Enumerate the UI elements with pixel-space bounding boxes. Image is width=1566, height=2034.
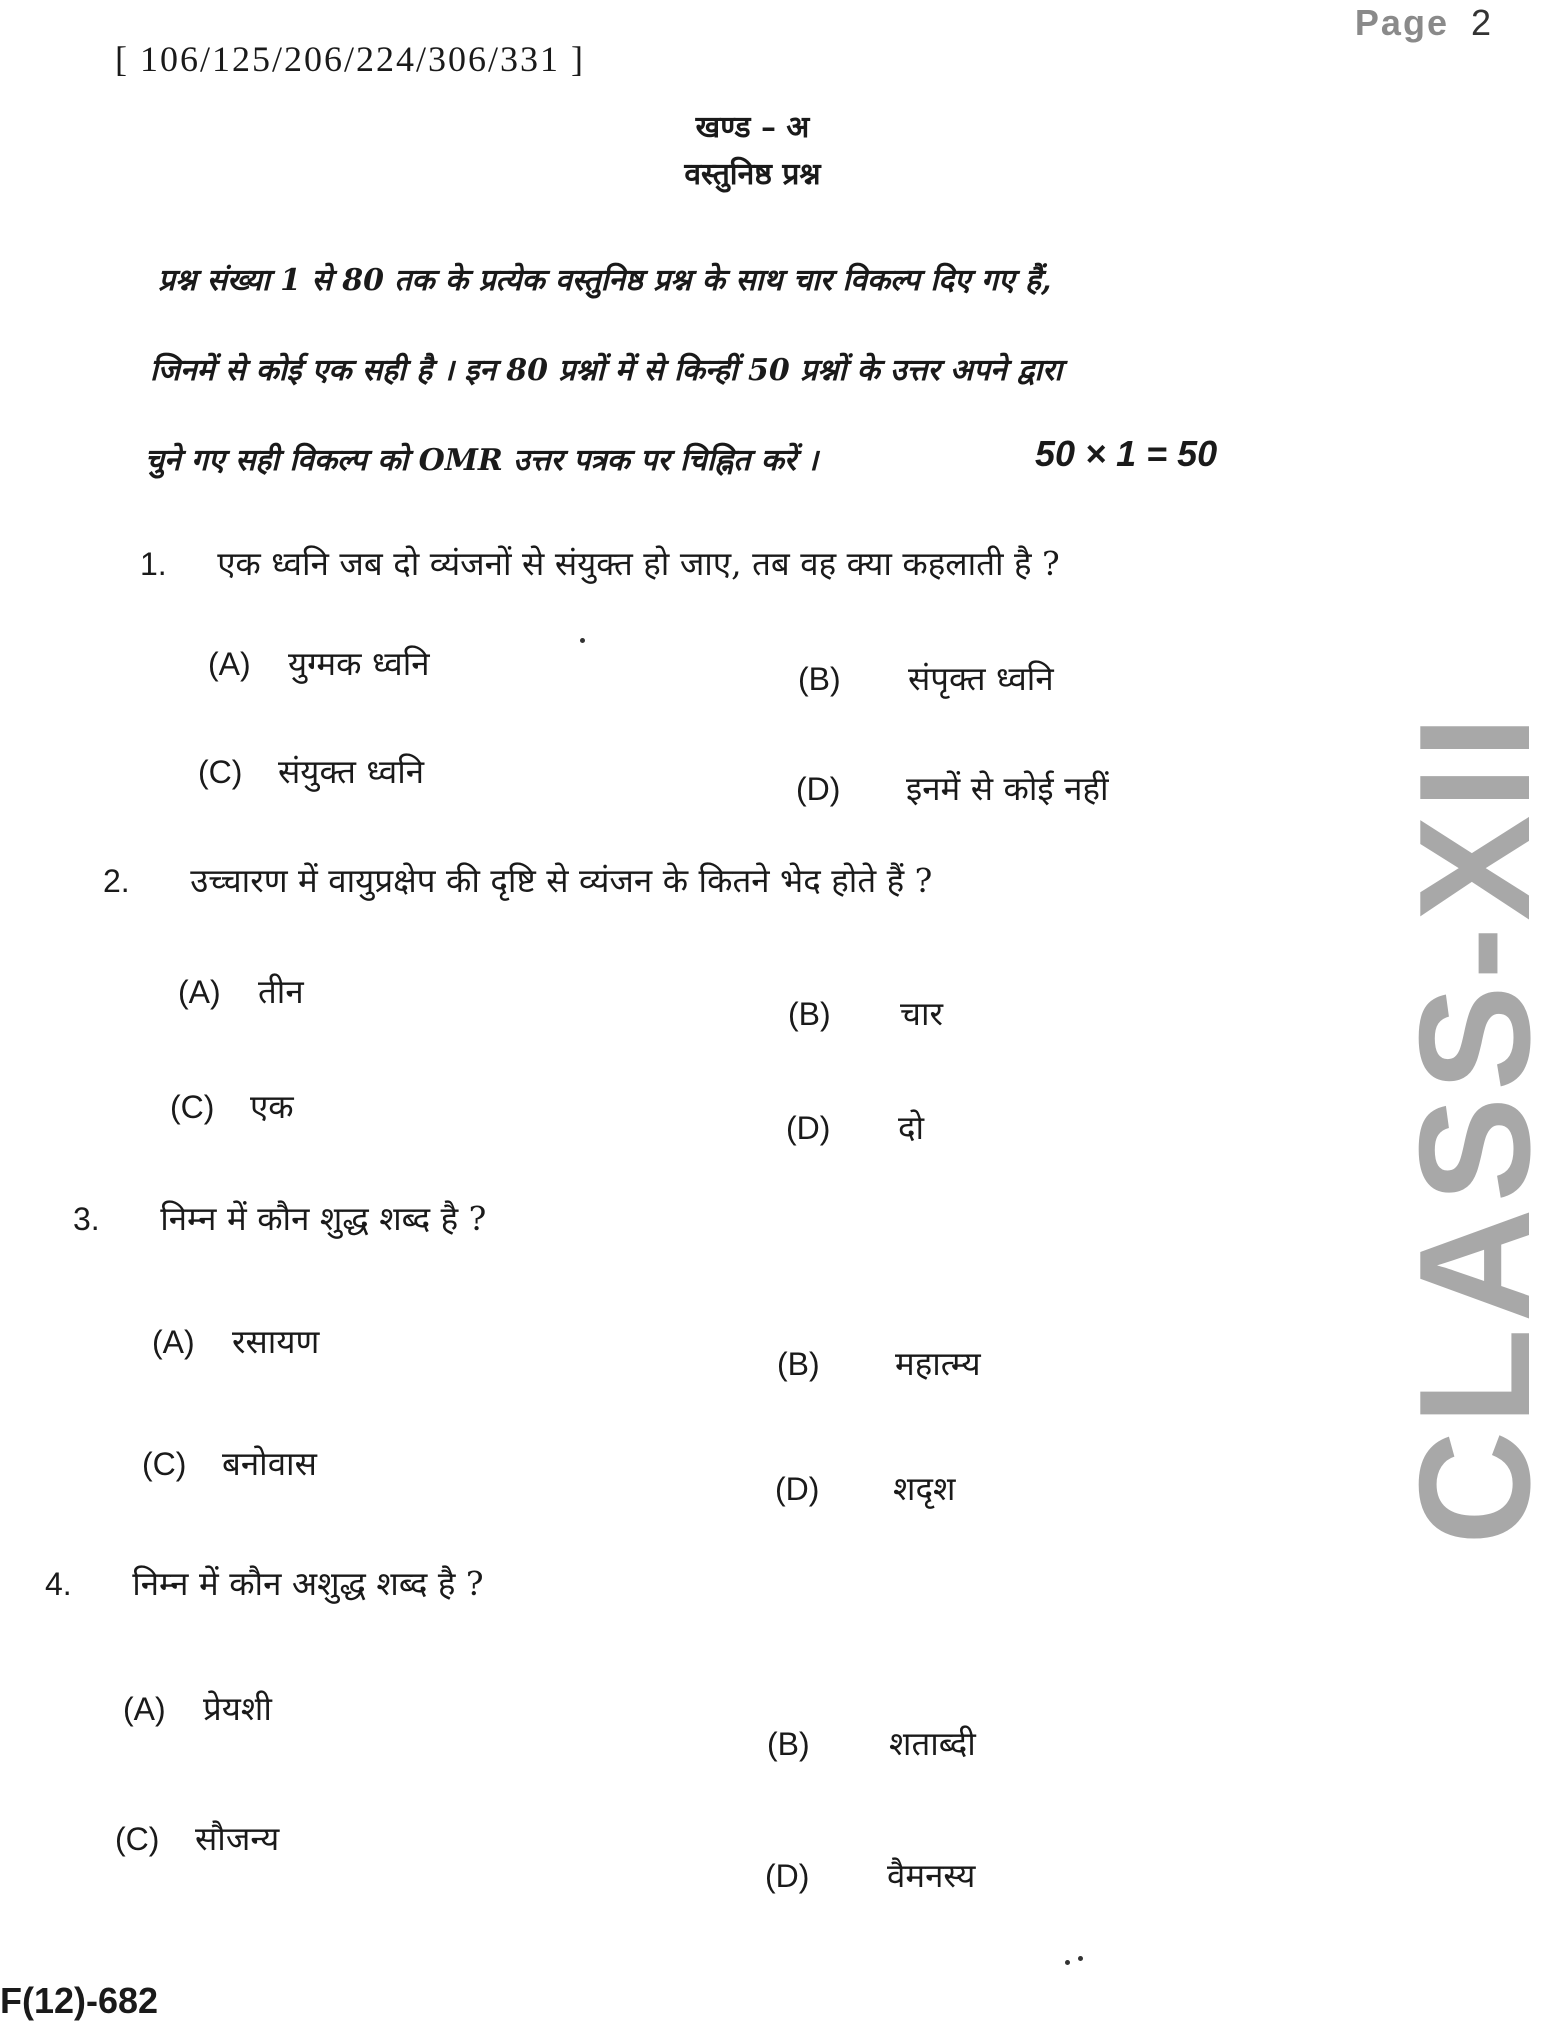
option-3b: [777, 1340, 981, 1385]
option-label: (A): [208, 646, 251, 682]
option-4d: [765, 1852, 975, 1897]
page-label: Page: [1354, 2, 1449, 43]
page-indicator: [1355, 2, 1493, 44]
option-2b: [788, 990, 943, 1035]
instruction-line-1: प्रश्न संख्या 1 से 80 तक के प्रत्येक वस्तुनिष्ठ प्रश्न के साथ चार विकल्प दिए गए हैं,: [158, 263, 1052, 298]
question-number: 1.: [140, 546, 167, 582]
footer-code: F(12)-682: [0, 1980, 159, 2021]
option-text: चार: [900, 994, 943, 1033]
option-2c: [170, 1083, 294, 1128]
option-1b: [798, 655, 1054, 700]
option-4b: [767, 1720, 976, 1765]
option-4c: [115, 1815, 279, 1860]
option-text: संपृक्त ध्वनि: [908, 659, 1054, 698]
paper-code: [ 106/125/206/224/306/331 ]: [115, 39, 585, 79]
question-text: निम्न में कौन शुद्ध शब्द है ?: [160, 1199, 487, 1238]
option-label: (C): [198, 754, 243, 790]
option-label: (C): [170, 1089, 215, 1125]
option-text: सौजन्य: [195, 1819, 280, 1858]
option-label: (D): [775, 1471, 820, 1507]
option-label: (D): [786, 1110, 831, 1146]
option-label: (A): [123, 1691, 166, 1727]
option-text: बनोवास: [222, 1444, 317, 1483]
option-text: रसायण: [232, 1322, 320, 1361]
option-1c: [198, 748, 424, 793]
section-title: खण्ड – अ: [695, 110, 810, 145]
question-1: [140, 540, 1060, 585]
option-label: (D): [796, 771, 841, 807]
option-4a: [123, 1685, 272, 1730]
scan-speck: [580, 638, 585, 643]
scan-speck: [1065, 1960, 1070, 1965]
option-text: प्रेयशी: [203, 1689, 272, 1728]
option-label: (B): [788, 996, 831, 1032]
option-text: शताब्दी: [889, 1724, 976, 1763]
option-label: (C): [115, 1821, 160, 1857]
instruction-line-3: चुने गए सही विकल्प को OMR उत्तर पत्रक पर चिह्नित करें ।: [145, 443, 818, 478]
option-label: (B): [777, 1346, 820, 1382]
question-number: 2.: [103, 863, 130, 899]
scan-speck: [1078, 1956, 1083, 1961]
question-3: [73, 1195, 486, 1240]
option-text: वैमनस्य: [887, 1856, 976, 1895]
option-2d: [786, 1104, 924, 1149]
option-3a: [152, 1318, 319, 1363]
instruction-line-2: जिनमें से कोई एक सही है । इन 80 प्रश्नों में से किन्हीं 50 प्रश्नों के उत्तर अपने द्वारा: [150, 353, 1063, 388]
option-3d: [775, 1465, 955, 1510]
question-number: 3.: [73, 1201, 100, 1237]
option-label: (A): [178, 974, 221, 1010]
option-label: (B): [767, 1726, 810, 1762]
question-text: उच्चारण में वायुप्रक्षेप की दृष्टि से व्यंजन के कितने भेद होते हैं ?: [190, 861, 933, 900]
option-text: इनमें से कोई नहीं: [906, 769, 1109, 808]
option-label: (A): [152, 1324, 195, 1360]
page-number: 2: [1470, 2, 1493, 43]
question-number: 4.: [45, 1566, 72, 1602]
question-4: [45, 1560, 484, 1605]
option-text: एक: [250, 1087, 294, 1126]
option-1d: [796, 765, 1109, 810]
option-text: तीन: [258, 972, 304, 1011]
option-text: संयुक्त ध्वनि: [278, 752, 425, 791]
question-text: एक ध्वनि जब दो व्यंजनों से संयुक्त हो जाए, तब वह क्या कहलाती है ?: [217, 544, 1060, 583]
option-text: शदृश: [893, 1469, 956, 1508]
option-1a: [208, 640, 430, 685]
question-text: निम्न में कौन अशुद्ध शब्द है ?: [132, 1564, 484, 1603]
option-3c: [142, 1440, 317, 1485]
option-text: महात्म्य: [895, 1344, 981, 1383]
option-label: (C): [142, 1446, 187, 1482]
option-label: (D): [765, 1858, 810, 1894]
option-label: (B): [798, 661, 841, 697]
question-2: [103, 857, 932, 902]
marks-allocation: 50 × 1 = 50: [1035, 433, 1218, 474]
class-watermark: CLASS-XII: [1387, 709, 1563, 1545]
section-subtitle: वस्तुनिष्ठ प्रश्न: [684, 157, 821, 192]
option-text: दो: [898, 1108, 925, 1147]
option-text: युग्मक ध्वनि: [288, 644, 430, 683]
option-2a: [178, 968, 304, 1013]
